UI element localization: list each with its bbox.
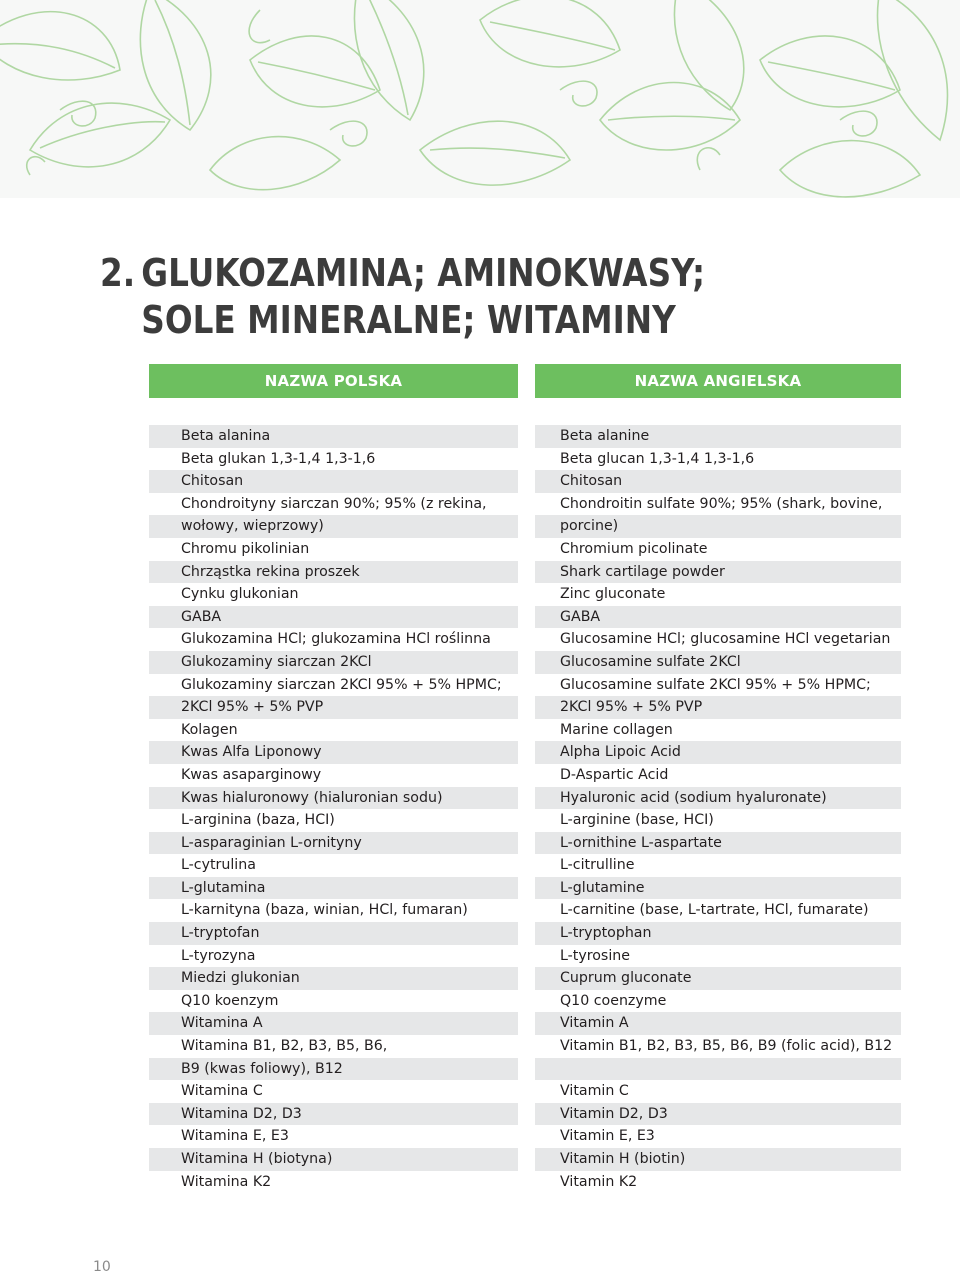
- table-row-english: L-citrulline: [560, 857, 635, 874]
- table-row-polish: Miedzi glukonian: [149, 967, 518, 990]
- table-row-english: L-tryptophan: [535, 922, 901, 945]
- table-row-english: Vitamin B1, B2, B3, B5, B6, B9 (folic acid), B12: [560, 1038, 893, 1055]
- table-row-english: Hyaluronic acid (sodium hyaluronate): [535, 787, 901, 810]
- table-row-english: GABA: [535, 606, 901, 629]
- table-row-english: Alpha Lipoic Acid: [535, 741, 901, 764]
- table-row-english: Beta glucan 1,3-1,4 1,3-1,6: [560, 450, 755, 467]
- page-number: 10: [93, 1259, 111, 1275]
- table-row-english: Glucosamine sulfate 2KCl: [535, 651, 901, 674]
- table-row-polish: L-cytrulina: [181, 857, 256, 874]
- table-row-polish: Witamina H (biotyna): [149, 1148, 518, 1171]
- table-row-polish: Chitosan: [149, 470, 518, 493]
- table-row-english: L-arginine (base, HCI): [560, 812, 714, 829]
- table-row-english: Vitamin C: [560, 1083, 629, 1100]
- table-row-english: Chondroitin sulfate 90%; 95% (shark, bovine,: [560, 495, 883, 512]
- decorative-leaf-banner: [0, 0, 960, 198]
- table-row-polish: Witamina E, E3: [181, 1128, 289, 1145]
- title-line-2: SOLE MINERALNE; WITAMINY: [141, 298, 676, 342]
- table-row-polish: Glukozaminy siarczan 2KCl: [149, 651, 518, 674]
- table-row-polish: Chromu pikolinian: [181, 540, 310, 557]
- table-row-polish: L-karnityna (baza, winian, HCl, fumaran): [181, 902, 468, 919]
- table-row-polish: L-tyrozyna: [181, 947, 256, 964]
- section-number: 2.: [100, 251, 136, 295]
- table-row-english: Shark cartilage powder: [535, 561, 901, 584]
- table-row-english: Q10 coenzyme: [560, 992, 667, 1009]
- table-row-polish: Kwas Alfa Liponowy: [149, 741, 518, 764]
- table-row-english: D-Aspartic Acid: [560, 766, 669, 783]
- table-row-english: Beta alanine: [535, 425, 901, 448]
- table-row-english: Vitamin E, E3: [560, 1128, 655, 1145]
- table-row-polish: Kwas asaparginowy: [181, 766, 322, 783]
- table-row-polish: Witamina C: [181, 1083, 263, 1100]
- page-title: [100, 250, 705, 344]
- table-row-polish: GABA: [149, 606, 518, 629]
- table-row-english: Marine collagen: [560, 721, 673, 738]
- table-row-polish: Witamina D2, D3: [149, 1103, 518, 1126]
- leaf-pattern-icon: [0, 0, 960, 198]
- table-row-polish: Witamina A: [149, 1012, 518, 1035]
- table-row-english: Vitamin H (biotin): [535, 1148, 901, 1171]
- table-row-polish: Chrząstka rekina proszek: [149, 561, 518, 584]
- table-row-polish: Glukozamina HCl; glukozamina HCl roślinna: [181, 631, 491, 648]
- table-row-english: Glucosamine HCl; glucosamine HCl vegetarian: [560, 631, 891, 648]
- table-row-english: L-ornithine L-aspartate: [535, 832, 901, 855]
- table-row-polish: 2KCl 95% + 5% PVP: [149, 696, 518, 719]
- table-row-polish: Beta glukan 1,3-1,4 1,3-1,6: [181, 450, 376, 467]
- table-row-english: Chromium picolinate: [560, 540, 708, 557]
- table-row-polish: Glukozaminy siarczan 2KCl 95% + 5% HPMC;: [181, 676, 502, 693]
- column-header-polish: NAZWA POLSKA: [149, 364, 518, 398]
- table-row-polish: L-glutamina: [149, 877, 518, 900]
- table-row-english: Vitamin K2: [560, 1173, 638, 1190]
- table-row-polish: Beta alanina: [149, 425, 518, 448]
- table-row-polish: L-asparaginian L-ornityny: [149, 832, 518, 855]
- table-row-polish: wołowy, wieprzowy): [149, 515, 518, 538]
- table-row-polish: Chondroityny siarczan 90%; 95% (z rekina,: [181, 495, 487, 512]
- table-row-polish: Kwas hialuronowy (hialuronian sodu): [149, 787, 518, 810]
- table-row-polish: Q10 koenzym: [181, 992, 279, 1009]
- table-row-polish: Cynku glukonian: [181, 586, 299, 603]
- table-row-english: Cuprum gluconate: [535, 967, 901, 990]
- table-row-english: Glucosamine sulfate 2KCl 95% + 5% HPMC;: [560, 676, 871, 693]
- table-row-english: Chitosan: [535, 470, 901, 493]
- table-row-english: Zinc gluconate: [560, 586, 666, 603]
- table-row-polish: L-arginina (baza, HCI): [181, 812, 335, 829]
- table-row-english: Vitamin A: [535, 1012, 901, 1035]
- table-row-polish: Witamina B1, B2, B3, B5, B6,: [181, 1038, 388, 1055]
- table-row-english: L-tyrosine: [560, 947, 630, 964]
- table-row-english: Vitamin D2, D3: [535, 1103, 901, 1126]
- table-row-english: L-carnitine (base, L-tartrate, HCl, fumarate): [560, 902, 869, 919]
- table-row-english: L-glutamine: [535, 877, 901, 900]
- table-row-english: 2KCl 95% + 5% PVP: [535, 696, 901, 719]
- table-row-polish: B9 (kwas foliowy), B12: [149, 1058, 518, 1081]
- table-row-english: [535, 1058, 901, 1081]
- table-row-polish: Kolagen: [181, 721, 238, 738]
- column-header-english: NAZWA ANGIELSKA: [535, 364, 901, 398]
- polish-names-column: [149, 425, 518, 1193]
- table-row-polish: Witamina K2: [181, 1173, 272, 1190]
- title-line-1: GLUKOZAMINA; AMINOKWASY;: [141, 251, 706, 295]
- table-row-polish: L-tryptofan: [149, 922, 518, 945]
- english-names-column: [535, 425, 901, 1193]
- table-row-english: porcine): [535, 515, 901, 538]
